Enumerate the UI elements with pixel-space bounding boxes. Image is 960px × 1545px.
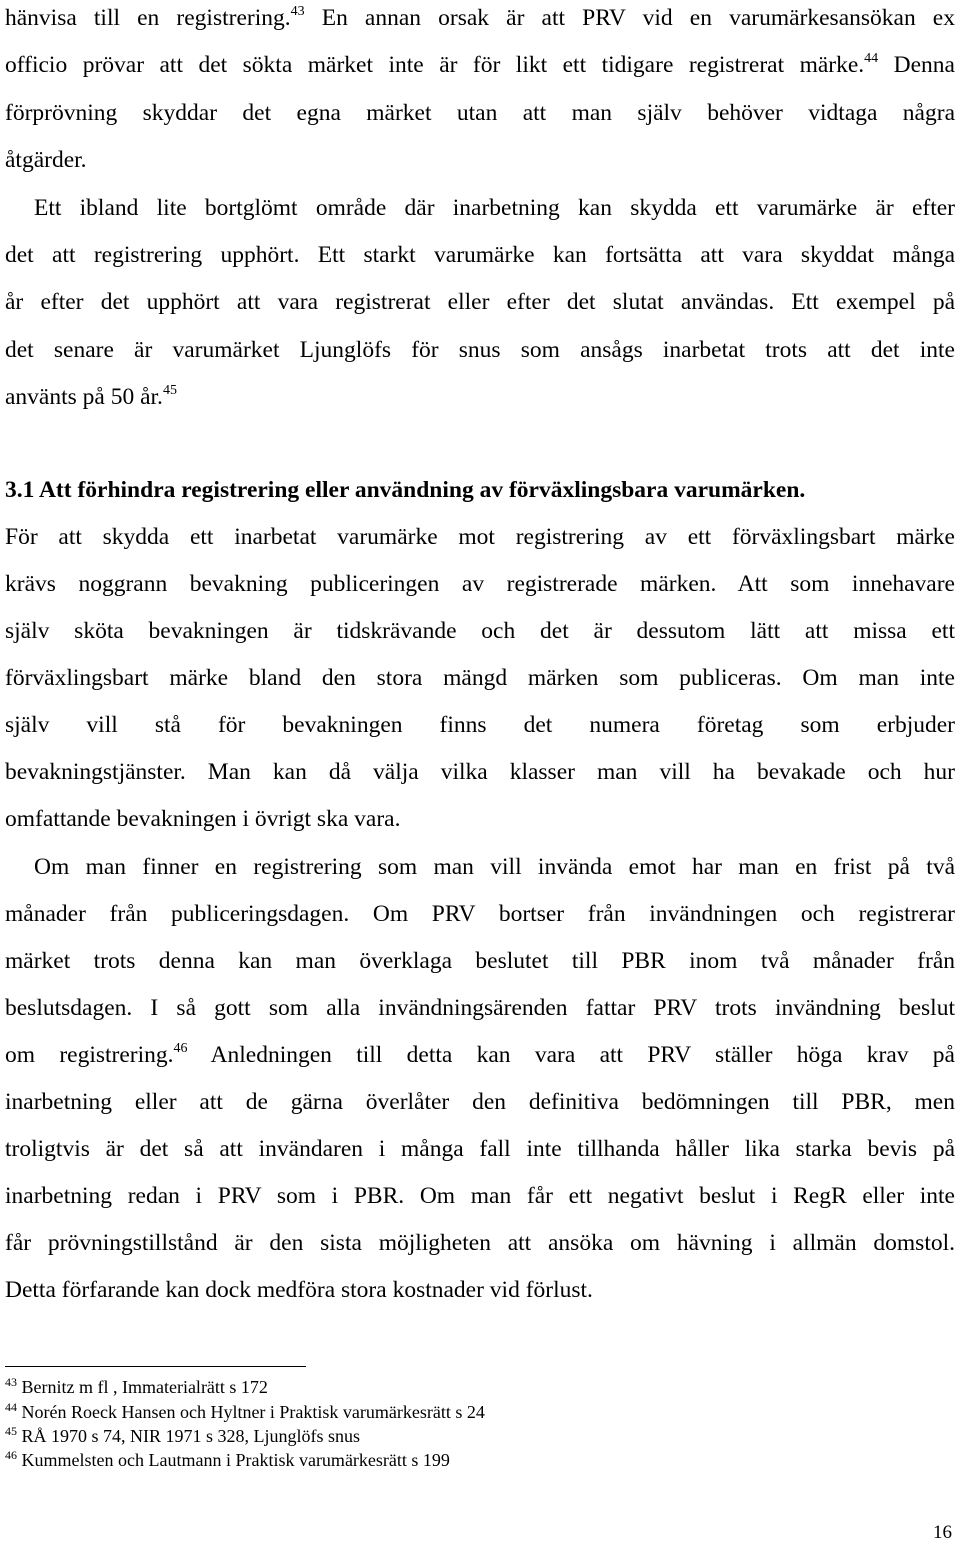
footnote: $^{46}$ Kummelsten och Lautmann i Praktisk varumärkesrätt s 199 <box>5 1448 450 1470</box>
text-line: själv sköta bevakningen är tidskrävande och det är dessutom lätt att missa ett <box>5 618 955 644</box>
footnote: $^{45}$ RÅ 1970 s 74, NIR 1971 s 328, Ljunglöfs snus <box>5 1424 361 1446</box>
text-line: får prövningstillstånd är den sista möjligheten att ansöka om hävning i allmän domstol. <box>5 1230 955 1256</box>
section-heading: 3.1 Att förhindra registrering eller användning av förväxlingsbara varumärken. <box>5 477 806 503</box>
text-line: krävs noggrann bevakning publiceringen av registrerade märken. Att som innehavare <box>5 571 955 597</box>
footnote-ref: 45 <box>162 383 177 398</box>
text-line: det senare är varumärket Ljunglöfs för snus som ansågs inarbetat trots att det inte <box>5 337 955 363</box>
text-line: officio prövar att det sökta märket inte är för likt ett tidigare registrerat märke.$^{44}$ Denna <box>5 51 955 78</box>
footnote-ref: 44 <box>864 51 879 66</box>
text-line: Detta förfarande kan dock medföra stora kostnader vid förlust. <box>5 1277 593 1303</box>
text-line: förprövning skyddar det egna märket utan att man själv behöver vidtaga några <box>5 100 955 126</box>
text-line: själv vill stå för bevakningen finns det numera företag som erbjuder <box>5 712 955 738</box>
text-line: det att registrering upphört. Ett starkt varumärke kan fortsätta att vara skyddat många <box>5 242 955 268</box>
text-line: åtgärder. <box>5 147 87 173</box>
text-line: För att skydda ett inarbetat varumärke mot registrering av ett förväxlingsbart märke <box>5 524 955 550</box>
text-line: Ett ibland lite bortglömt område där inarbetning kan skydda ett varumärke är efter <box>34 195 955 221</box>
text-line: använts på 50 år.$^{45}$ <box>5 383 177 410</box>
footnote: $^{43}$ Bernitz m fl , Immaterialrätt s 172 <box>5 1375 268 1397</box>
footnote-ref: 46 <box>173 1041 188 1056</box>
footnote: $^{44}$ Norén Roeck Hansen och Hyltner i Praktisk varumärkesrätt s 24 <box>5 1400 485 1422</box>
text-line: år efter det upphört att vara registrerat eller efter det slutat användas. Ett exempel på <box>5 289 955 315</box>
footnote-ref: 43 <box>290 4 305 19</box>
text-line: om registrering.$^{46}$ Anledningen till detta kan vara att PRV ställer höga krav på <box>5 1041 955 1068</box>
text-line: bevakningstjänster. Man kan då välja vilka klasser man vill ha bevakade och hur <box>5 759 955 785</box>
text-line: månader från publiceringsdagen. Om PRV bortser från invändningen och registrerar <box>5 901 955 927</box>
text-line: troligtvis är det så att invändaren i många fall inte tillhanda håller lika starka bevis på <box>5 1136 955 1162</box>
text-line: inarbetning redan i PRV som i PBR. Om man får ett negativt beslut i RegR eller inte <box>5 1183 955 1209</box>
text-line: inarbetning eller att de gärna överlåter den definitiva bedömningen till PBR, men <box>5 1089 955 1115</box>
text-line: beslutsdagen. I så gott som alla invändningsärenden fattar PRV trots invändning beslut <box>5 995 955 1021</box>
text-line: märket trots denna kan man överklaga beslutet till PBR inom två månader från <box>5 948 955 974</box>
footnote-separator <box>5 1366 306 1367</box>
text-line: omfattande bevakningen i övrigt ska vara. <box>5 806 401 832</box>
text-line: Om man finner en registrering som man vill invända emot har man en frist på två <box>34 854 955 880</box>
text-line: förväxlingsbart märke bland den stora mängd märken som publiceras. Om man inte <box>5 665 955 691</box>
text-line: hänvisa till en registrering.$^{43}$ En annan orsak är att PRV vid en varumärkesansökan ex <box>5 4 955 31</box>
page-number: 16 <box>933 1522 952 1543</box>
